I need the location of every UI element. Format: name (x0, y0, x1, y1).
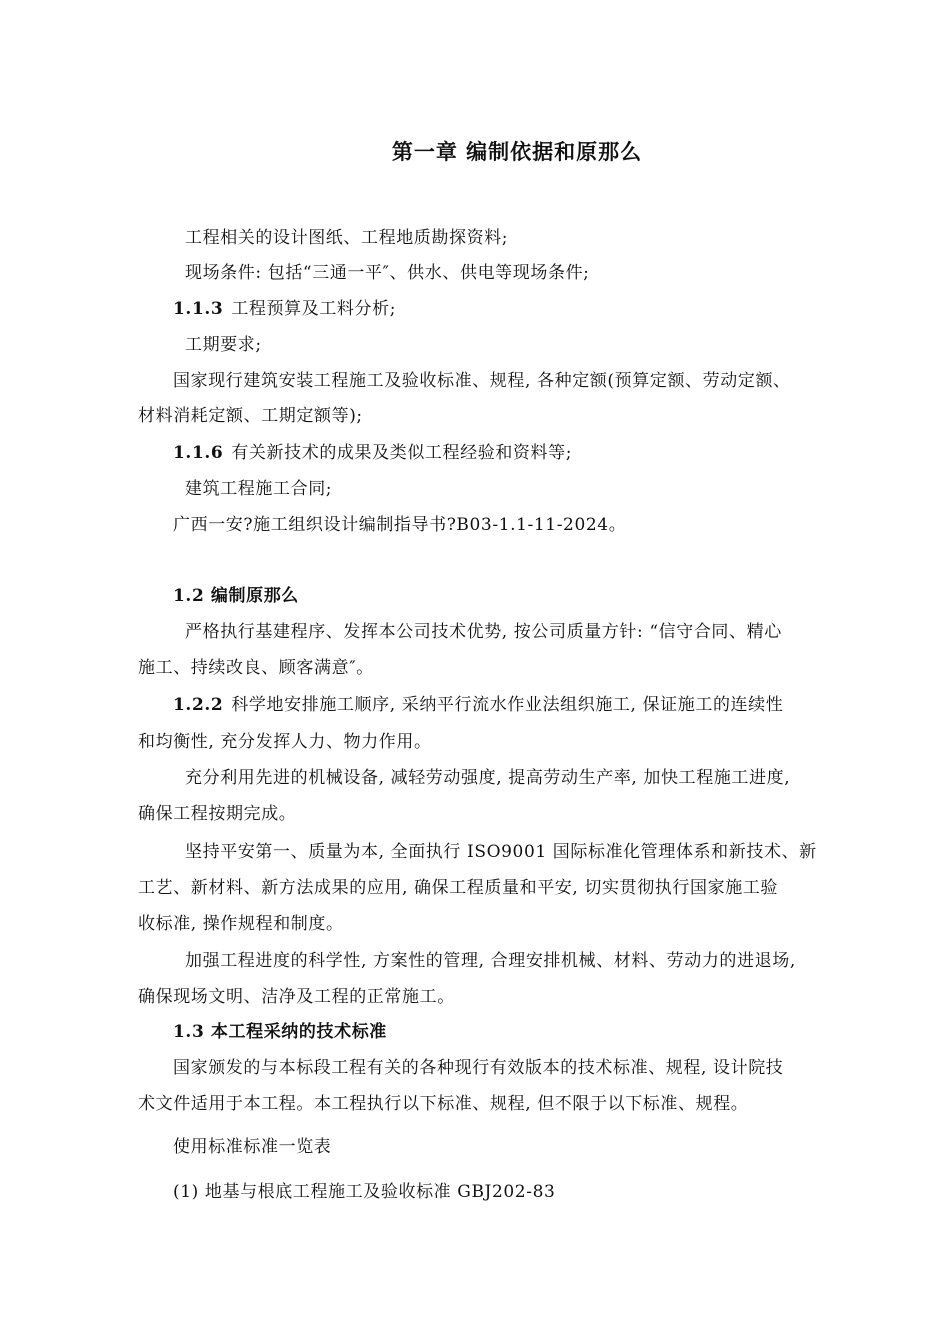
text-line: 坚持平安第一、质量为本, 全面执行 ISO9001 国际标准化管理体系和新技术、新 (185, 842, 817, 862)
chapter-title: 第一章 编制依据和原那么 (391, 139, 643, 164)
text-line: 工期要求; (185, 335, 262, 355)
text-line: 术文件适用于本工程。本工程执行以下标准、规程, 但不限于以下标准、规程。 (138, 1094, 749, 1114)
text-line: 确保工程按期完成。 (138, 804, 297, 824)
section-heading: 1.3 本工程采纳的技术标准 (173, 1022, 387, 1042)
text-line: 广西一安?施工组织设计编制指导书?B03-1.1-11-2024。 (173, 515, 627, 535)
text-line: 国家颁发的与本标段工程有关的各种现行有效版本的技术标准、规程, 设计院技 (173, 1058, 784, 1078)
text-line: 工程相关的设计图纸、工程地质勘探资料; (185, 228, 509, 248)
text-line: 建筑工程施工合同; (185, 479, 333, 499)
text-line: 充分利用先进的机械设备, 减轻劳动强度, 提高劳动生产率, 加快工程施工进度, (185, 768, 791, 788)
section-heading: 1.2 编制原那么 (173, 586, 299, 606)
text-line: 和均衡性, 充分发挥人力、物力作用。 (138, 732, 432, 752)
text-line: 使用标准标准一览表 (173, 1137, 332, 1157)
text-line: 1.1.6 有关新技术的成果及类似工程经验和资料等; (173, 443, 573, 463)
text-line: 国家现行建筑安装工程施工及验收标准、规程, 各种定额(预算定额、劳动定额、 (173, 371, 791, 391)
text-line: 1.1.3 工程预算及工料分析; (173, 299, 397, 319)
text-line: 加强工程进度的科学性, 方案性的管理, 合理安排机械、材料、劳动力的进退场, (185, 951, 796, 971)
text-line: 确保现场文明、洁净及工程的正常施工。 (138, 987, 455, 1007)
text-line: (1) 地基与根底工程施工及验收标准 GBJ202-83 (173, 1182, 556, 1202)
text-line: 施工、持续改良、顾客满意″。 (138, 658, 374, 678)
text-line: 材料消耗定额、工期定额等); (138, 406, 363, 426)
text-line: 1.2.2 科学地安排施工顺序, 采纳平行流水作业法组织施工, 保证施工的连续性 (173, 695, 784, 715)
text-line: 严格执行基建程序、发挥本公司技术优势, 按公司质量方针: “信守合同、精心 (185, 622, 782, 642)
text-line: 收标准, 操作规程和制度。 (138, 914, 344, 934)
text-line: 现场条件: 包括“三通一平″、供水、供电等现场条件; (185, 263, 590, 283)
text-line: 工艺、新材料、新方法成果的应用, 确保工程质量和平安, 切实贯彻执行国家施工验 (138, 878, 779, 898)
